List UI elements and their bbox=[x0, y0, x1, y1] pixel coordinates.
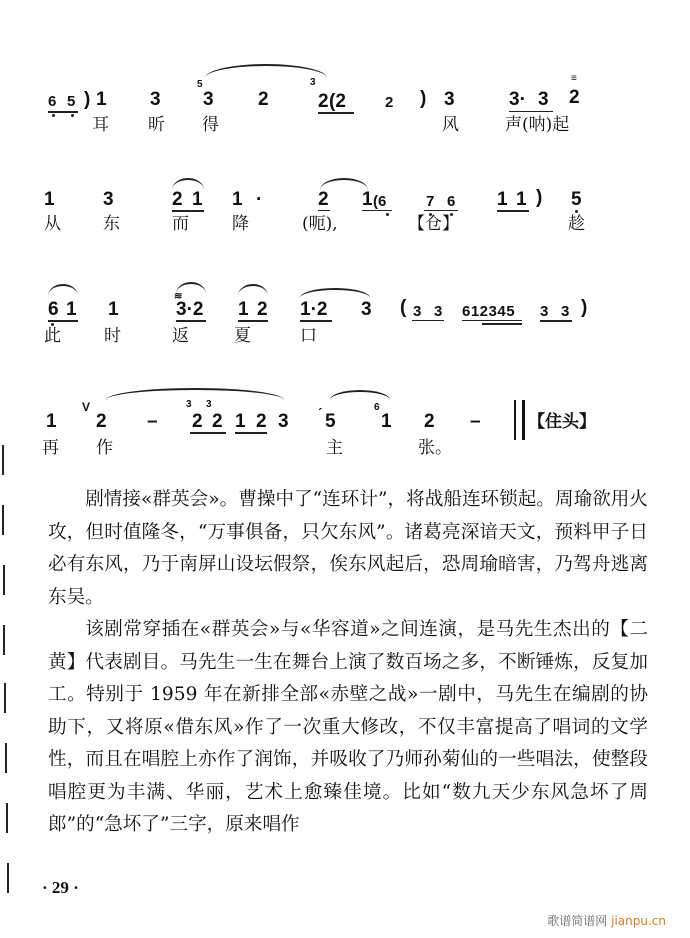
glide-mark: ˊ bbox=[318, 405, 323, 421]
note: (2 bbox=[329, 91, 346, 112]
note: 3 bbox=[278, 411, 289, 432]
note: 3· bbox=[509, 89, 526, 110]
note: · bbox=[256, 189, 263, 210]
low-octave-dot bbox=[52, 114, 55, 117]
watermark bbox=[547, 912, 666, 929]
underline bbox=[48, 320, 78, 322]
note: 1·2 bbox=[300, 299, 328, 320]
binding-edge-line bbox=[4, 683, 6, 713]
lyric: 夏 bbox=[234, 326, 251, 346]
dash: – bbox=[147, 411, 158, 432]
note: 2 bbox=[318, 189, 329, 210]
note: 3 bbox=[540, 303, 549, 320]
binding-edge-line bbox=[3, 565, 5, 595]
binding-edge-line bbox=[7, 863, 9, 893]
note: 3 bbox=[434, 303, 443, 320]
lyric: 此 bbox=[44, 326, 61, 346]
underline bbox=[318, 210, 330, 211]
note: 2 bbox=[192, 411, 203, 432]
underline bbox=[540, 320, 572, 322]
note: ) bbox=[420, 88, 427, 109]
lyric: 而 bbox=[172, 214, 189, 234]
underline bbox=[318, 112, 354, 114]
note: ) bbox=[84, 89, 91, 110]
underline bbox=[509, 111, 553, 112]
note: 2 bbox=[257, 299, 268, 320]
note: 2 bbox=[385, 94, 394, 111]
slur bbox=[205, 64, 327, 78]
paragraph: 剧情接«群英会»。曹操中了“连环计”，将战船连环锁起。周瑜欲用火攻，但时值隆冬，“万事俱备，只欠东风”。诸葛亮深谙天文，预料甲子日必有东风，乃于南屏山设坛假祭，俟东风起后，恐周瑜暗害，乃驾舟逃离东吴。 bbox=[48, 489, 648, 608]
note: 1 bbox=[497, 189, 508, 210]
note: 1 bbox=[516, 189, 527, 210]
lyric: 趁 bbox=[568, 214, 585, 234]
note: 2 bbox=[96, 411, 107, 432]
note: 5 bbox=[67, 93, 76, 110]
slur bbox=[330, 390, 390, 400]
lyric: 东 bbox=[103, 214, 120, 234]
lyric: 主 bbox=[326, 438, 343, 458]
grace-note: 3 bbox=[206, 399, 212, 410]
binding-edge-line bbox=[6, 803, 8, 833]
underline bbox=[190, 432, 226, 434]
binding-edge-line bbox=[2, 505, 4, 535]
underline bbox=[176, 320, 206, 322]
grace-note: 6 bbox=[374, 402, 380, 413]
lyric: 得 bbox=[202, 115, 219, 135]
note: 2 bbox=[172, 189, 183, 210]
lyric: 【仓】 bbox=[408, 214, 459, 234]
note: 3 bbox=[103, 189, 114, 210]
underline bbox=[482, 323, 522, 325]
accent-mark: ≡ bbox=[571, 73, 577, 84]
note: ) bbox=[581, 297, 588, 318]
note: 2 bbox=[258, 89, 269, 110]
note: 2 bbox=[424, 411, 435, 432]
note: 3 bbox=[444, 89, 455, 110]
lyric: 降 bbox=[232, 214, 249, 234]
binding-edge-line bbox=[2, 445, 4, 475]
note: ( bbox=[400, 297, 407, 318]
note: 3·2 bbox=[176, 299, 204, 320]
lyric: (呃), bbox=[302, 214, 338, 234]
note: 1 bbox=[108, 299, 119, 320]
note: 612345 bbox=[462, 303, 516, 320]
grace-note: 5 bbox=[197, 79, 203, 90]
note: 5 bbox=[325, 411, 336, 432]
underline bbox=[412, 320, 444, 321]
low-octave-dot bbox=[71, 114, 74, 117]
note: 1 bbox=[235, 411, 246, 432]
slur bbox=[300, 288, 370, 298]
note: 1 bbox=[192, 189, 203, 210]
note: 1 bbox=[66, 299, 77, 320]
low-octave-dot bbox=[575, 210, 578, 213]
note: 1 bbox=[238, 299, 249, 320]
dash: – bbox=[470, 411, 481, 432]
note: 7 bbox=[426, 193, 435, 210]
watermark-url: jianpu.cn bbox=[611, 914, 666, 928]
note: 1 bbox=[362, 189, 373, 210]
note: 3 bbox=[203, 89, 214, 110]
underline bbox=[238, 320, 268, 322]
note: 5 bbox=[571, 189, 582, 210]
final-barline bbox=[514, 400, 525, 440]
binding-edge-line bbox=[5, 743, 7, 773]
underline bbox=[362, 210, 392, 211]
underline bbox=[172, 210, 204, 212]
ending-label: 【住头】 bbox=[528, 412, 596, 432]
note: 1 bbox=[96, 89, 107, 110]
underline bbox=[48, 111, 78, 113]
binding-edge-line bbox=[3, 625, 5, 655]
note: 1 bbox=[44, 189, 55, 210]
note: ) bbox=[536, 187, 543, 208]
grace-note: 3 bbox=[186, 399, 192, 410]
lyric: 作 bbox=[96, 438, 113, 458]
note: 1 bbox=[46, 411, 57, 432]
note: 1 bbox=[232, 189, 243, 210]
note: 2 bbox=[318, 91, 329, 112]
ornament-mark: ≋ bbox=[174, 291, 183, 302]
grace-note: 3 bbox=[310, 77, 316, 88]
note: 1 bbox=[381, 411, 392, 432]
underline bbox=[462, 320, 522, 321]
note: 3 bbox=[150, 89, 161, 110]
note: 6 bbox=[48, 299, 59, 320]
lyric: 昕 bbox=[148, 115, 165, 135]
note: 3 bbox=[361, 299, 372, 320]
underline bbox=[300, 320, 332, 322]
lyric: 张。 bbox=[418, 438, 452, 458]
lyric: 返 bbox=[172, 326, 189, 346]
slur bbox=[106, 388, 284, 400]
low-octave-dot bbox=[386, 213, 389, 216]
lyric: 声(呐)起 bbox=[505, 115, 570, 135]
lyric: 从 bbox=[44, 214, 61, 234]
note: 6 bbox=[48, 93, 57, 110]
note: 3 bbox=[538, 89, 549, 110]
lyric: 口 bbox=[300, 326, 317, 346]
note: 3 bbox=[413, 303, 422, 320]
lyric: 再 bbox=[42, 438, 59, 458]
note: 6 bbox=[447, 193, 456, 210]
page-number: · 29 · bbox=[42, 878, 79, 897]
watermark-site-name: 歌谱简谱网 bbox=[547, 914, 608, 928]
breath-mark: V bbox=[82, 400, 91, 414]
note: 3 bbox=[561, 303, 570, 320]
paragraph: 该剧常穿插在«群英会»与«华容道»之间连演，是马先生杰出的【二黄】代表剧目。马先生一生在舞台上演了数百场之多，不断锤炼，反复加工。特别于 1959 年在新排全部«赤壁之战»一剧中，马先生在编剧的协助下，又将原«借东风»作了一次重大修改，不仅丰富提高了唱词的文学性，而且在唱腔上亦作了润饰，并吸收了乃师孙菊仙的一些唱法，使整段唱腔更为丰满、华丽，艺术上愈臻佳境。比如“数九天少东风急坏了周郎”的“急坏了”三字，原来唱作 bbox=[48, 619, 648, 835]
note: 2 bbox=[212, 411, 223, 432]
note: 2 bbox=[569, 87, 580, 108]
slur bbox=[238, 284, 268, 296]
note: (6 bbox=[373, 193, 387, 210]
lyric: 时 bbox=[104, 326, 121, 346]
note: 2 bbox=[256, 411, 267, 432]
underline bbox=[424, 210, 458, 211]
slur bbox=[48, 284, 78, 296]
lyric: 耳 bbox=[92, 115, 109, 135]
underline bbox=[235, 432, 267, 434]
lyric: 风 bbox=[442, 115, 459, 135]
commentary-text bbox=[48, 484, 648, 842]
underline bbox=[497, 210, 529, 212]
